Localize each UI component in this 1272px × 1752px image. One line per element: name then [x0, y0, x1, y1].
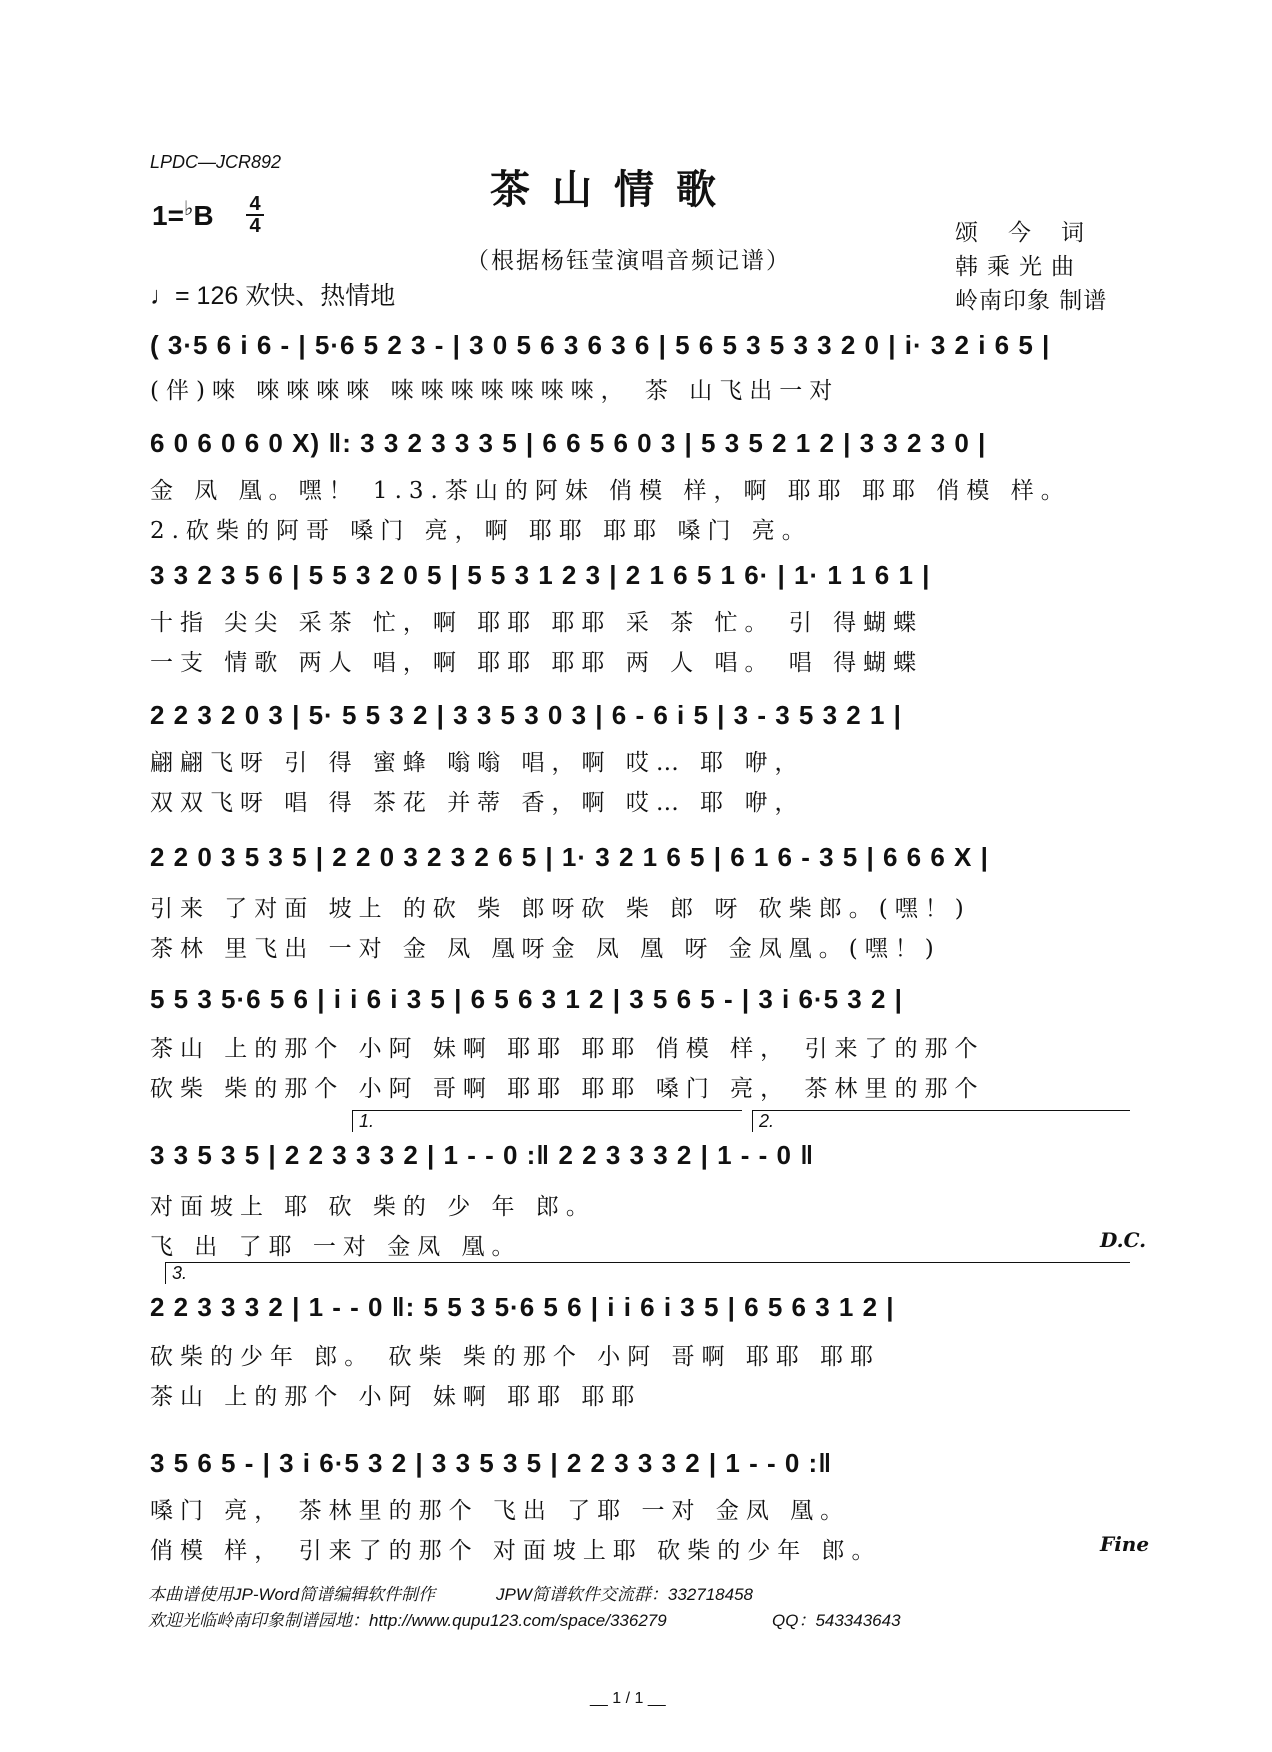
fine-marker: Fine	[1100, 1532, 1150, 1556]
score-code: LPDC—JCR892	[150, 152, 282, 172]
lyric-line-8-1: 砍柴的少年 郎。 砍柴 柴的那个 小阿 哥啊 耶耶 耶耶	[150, 1344, 881, 1370]
lyric-line-5-2: 茶林 里飞出 一对 金 凤 凰呀金 凤 凰 呀 金凤凰。(嘿！)	[150, 936, 941, 962]
key-signature: 1=♭B	[152, 198, 214, 231]
song-title: 茶山情歌	[490, 166, 738, 213]
key-note: B	[193, 200, 214, 231]
lyric-line-8-2: 茶山 上的那个 小阿 妹啊 耶耶 耶耶	[150, 1384, 642, 1410]
flat-sign: ♭	[183, 198, 194, 220]
footer-website: 欢迎光临岭南印象制谱园地：http://www.qupu123.com/space/336279	[148, 1611, 667, 1630]
lyric-line-2-2: 2.砍柴的阿哥 嗓门 亮，啊 耶耶 耶耶 嗓门 亮。	[150, 518, 812, 544]
footer-software: 本曲谱使用JP-Word简谱编辑软件制作	[148, 1585, 436, 1604]
time-signature	[246, 194, 264, 236]
volta-bracket-2: 2.	[752, 1110, 1130, 1132]
arranger-credit: 岭南印象 制谱	[955, 288, 1108, 314]
lyric-line-6-2: 砍柴 柴的那个 小阿 哥啊 耶耶 耶耶 嗓门 亮， 茶林里的那个	[150, 1076, 985, 1102]
lyric-line-4-2: 双双飞呀 唱 得 茶花 并蒂 香，啊 哎… 耶 咿，	[150, 790, 805, 816]
composer-credit: 韩乘光曲	[955, 254, 1083, 280]
notation-line-4: 2 2 3 2 0 3 | 5· 5 5 3 2 | 3 3 5 3 0 3 | 6 - 6 i 5 | 3 - 3 5 3 2 1 |	[150, 700, 902, 730]
lyric-line-6-1: 茶山 上的那个 小阿 妹啊 耶耶 耶耶 俏模 样， 引来了的那个	[150, 1036, 985, 1062]
notation-line-2: 6 0 6 0 6 0 X) ‖: 3 3 2 3 3 3 5 | 6 6 5 6 0 3 | 5 3 5 2 1 2 | 3 3 2 3 0 |	[150, 428, 987, 458]
volta-bracket-3: 3.	[165, 1262, 1130, 1284]
time-bottom: 4	[246, 214, 264, 236]
lyric-line-9-1: 嗓门 亮， 茶林里的那个 飞出 了耶 一对 金凤 凰。	[150, 1498, 851, 1524]
subtitle: （根据杨钰莹演唱音频记谱）	[466, 248, 791, 274]
volta-bracket-1: 1.	[352, 1110, 742, 1132]
notation-line-9: 3 5 6 5 - | 3 i 6·5 3 2 | 3 3 5 3 5 | 2 2 3 3 3 2 | 1 - - 0 :‖	[150, 1448, 833, 1478]
notation-line-8: 2 2 3 3 3 2 | 1 - - 0 ‖: 5 5 3 5·6 5 6 | i i 6 i 3 5 | 6 5 6 3 1 2 |	[150, 1292, 895, 1322]
notation-line-5: 2 2 0 3 5 3 5 | 2 2 0 3 2 3 2 6 5 | 1· 3 2 1 6 5 | 6 1 6 - 3 5 | 6 6 6 X |	[150, 842, 989, 872]
dc-marker: D.C.	[1100, 1228, 1147, 1252]
footer-qq-group: JPW简谱软件交流群：332718458	[496, 1585, 753, 1604]
lyric-line-4-1: 翩翩飞呀 引 得 蜜蜂 嗡嗡 唱，啊 哎… 耶 咿，	[150, 750, 805, 776]
lyric-line-2-1: 金 凤 凰。嘿！ 1.3.茶山的阿妹 俏模 样，啊 耶耶 耶耶 俏模 样。	[150, 478, 1071, 504]
lyric-line-1-1: (伴)唻 唻唻唻唻 唻唻唻唻唻唻唻， 茶 山飞出一对	[150, 378, 840, 404]
notation-line-1: ( 3·5 6 i 6 - | 5·6 5 2 3 - | 3 0 5 6 3 6 3 6 | 5 6 5 3 5 3 3 2 0 | i· 3 2 i 6 5 |	[150, 330, 1051, 360]
tempo-marking: ♩= 126 欢快、热情地	[150, 282, 396, 310]
footer-qq: QQ：543343643	[772, 1611, 901, 1630]
lyricist-credit: 颂今词	[955, 220, 1114, 246]
notation-line-3: 3 3 2 3 5 6 | 5 5 3 2 0 5 | 5 5 3 1 2 3 | 2 1 6 5 1 6· | 1· 1 1 6 1 |	[150, 560, 931, 590]
lyric-line-7-1: 对面坡上 耶 砍 柴的 少 年 郎。	[150, 1194, 596, 1220]
time-top: 4	[249, 193, 261, 215]
lyric-line-3-1: 十指 尖尖 采茶 忙，啊 耶耶 耶耶 采 茶 忙。 引 得蝴蝶	[150, 610, 924, 636]
page-number: __ 1 / 1 __	[590, 1690, 666, 1707]
lyric-line-9-2: 俏模 样， 引来了的那个 对面坡上耶 砍柴的少年 郎。	[150, 1538, 882, 1564]
notation-line-6: 5 5 3 5·6 5 6 | i i 6 i 3 5 | 6 5 6 3 1 2 | 3 5 6 5 - | 3 i 6·5 3 2 |	[150, 984, 903, 1014]
lyric-line-3-2: 一支 情歌 两人 唱，啊 耶耶 耶耶 两 人 唱。 唱 得蝴蝶	[150, 650, 924, 676]
lyric-line-5-1: 引来 了对面 坡上 的砍 柴 郎呀砍 柴 郎 呀 砍柴郎。(嘿！)	[150, 896, 971, 922]
lyric-line-7-2: 飞 出 了耶 一对 金凤 凰。	[150, 1234, 522, 1260]
notation-line-7: 3 3 5 3 5 | 2 2 3 3 3 2 | 1 - - 0 :‖ 2 2 3 3 3 2 | 1 - - 0 ‖	[150, 1140, 815, 1170]
